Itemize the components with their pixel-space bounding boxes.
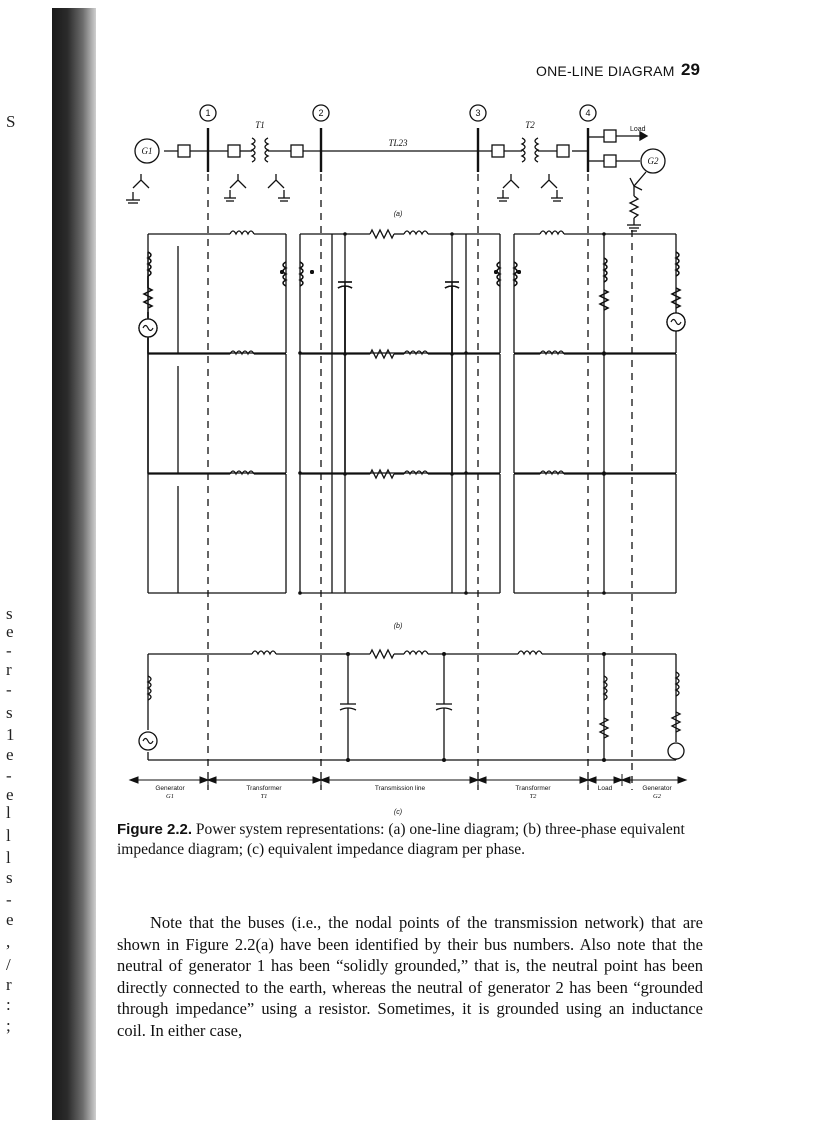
margin-fragment: ; (6, 1016, 11, 1035)
binding-shadow (52, 8, 96, 1120)
margin-fragment: s (6, 604, 13, 623)
margin-fragment: - (6, 766, 12, 785)
margin-fragment: e (6, 910, 14, 929)
margin-fragment: s (6, 868, 13, 887)
figure-caption (117, 820, 702, 860)
margin-fragment: s (6, 703, 13, 722)
margin-fragment: e (6, 745, 14, 764)
bus-label-4: 4 (585, 108, 591, 118)
section-generator-1-symbol: G1 (166, 793, 174, 800)
section-generator-1: Generator (155, 785, 185, 792)
section-transformer-1: Transformer (246, 785, 282, 792)
margin-fragment: l (6, 803, 11, 822)
section-transformer-2: Transformer (515, 785, 551, 792)
caption-text: Power system representations: (a) one-line diagram; (b) three-phase equivalent impedance diagram; (c) equivalent impedance diagram per phase. (117, 821, 685, 858)
section-transmission-line: Transmission line (374, 785, 426, 792)
running-title: ONE-LINE DIAGRAM (536, 63, 675, 79)
load-label: Load (630, 126, 646, 133)
page-number: 29 (681, 60, 700, 79)
margin-fragment: - (6, 890, 12, 909)
margin-fragment: - (6, 680, 12, 699)
section-generator-2: Generator (642, 785, 672, 792)
bus-label-1: 1 (205, 108, 211, 118)
figure-2-2 (110, 98, 700, 818)
per-phase-impedance-diagram (148, 650, 684, 760)
margin-fragment: e (6, 622, 14, 641)
margin-fragment: l (6, 826, 11, 845)
margin-fragment: r (6, 975, 12, 994)
sublabel-a: (a) (393, 211, 403, 218)
sublabel-c: (c) (393, 809, 403, 816)
bus-label-2: 2 (318, 108, 324, 118)
g1-label: G1 (141, 146, 153, 156)
caption-label: Figure 2.2. (117, 821, 193, 838)
bus-label-group (205, 108, 590, 118)
margin-fragment: - (6, 641, 12, 660)
g2-label: G2 (647, 156, 659, 166)
t2-label: T2 (525, 120, 535, 130)
section-load: Load (597, 785, 613, 792)
line-label: TL23 (388, 138, 408, 148)
margin-fragment: S (6, 112, 16, 131)
body-paragraph: Note that the buses (i.e., the nodal points of the transmission network) that are shown in Figure 2.2(a) have been identified by their bus numbers. Also note that the neutral of generator 1 has been “solidly grounded,” that is, the neutral point has been directly connected to the earth, whereas the neutral of generator 2 has been “grounded through impedance” using a resistor. Sometimes, it is grounded using an inductance coil. In either case, (117, 913, 703, 1040)
bus-label-3: 3 (475, 108, 481, 118)
margin-fragment: l (6, 848, 11, 867)
section-transformer-2-symbol: T2 (529, 793, 537, 800)
margin-fragment: / (6, 955, 11, 974)
margin-fragment: r (6, 660, 12, 679)
t1-label: T1 (255, 120, 265, 130)
sublabel-b: (b) (393, 623, 403, 630)
section-generator-2-symbol: G2 (653, 793, 661, 800)
margin-fragment: e (6, 785, 14, 804)
margin-fragment: , (6, 932, 11, 951)
margin-fragment: 1 (6, 725, 15, 744)
three-phase-impedance-diagram (139, 230, 685, 595)
bus-dashed-lines (208, 174, 632, 790)
section-transformer-1-symbol: T1 (260, 793, 268, 800)
margin-fragment: : (6, 995, 11, 1014)
